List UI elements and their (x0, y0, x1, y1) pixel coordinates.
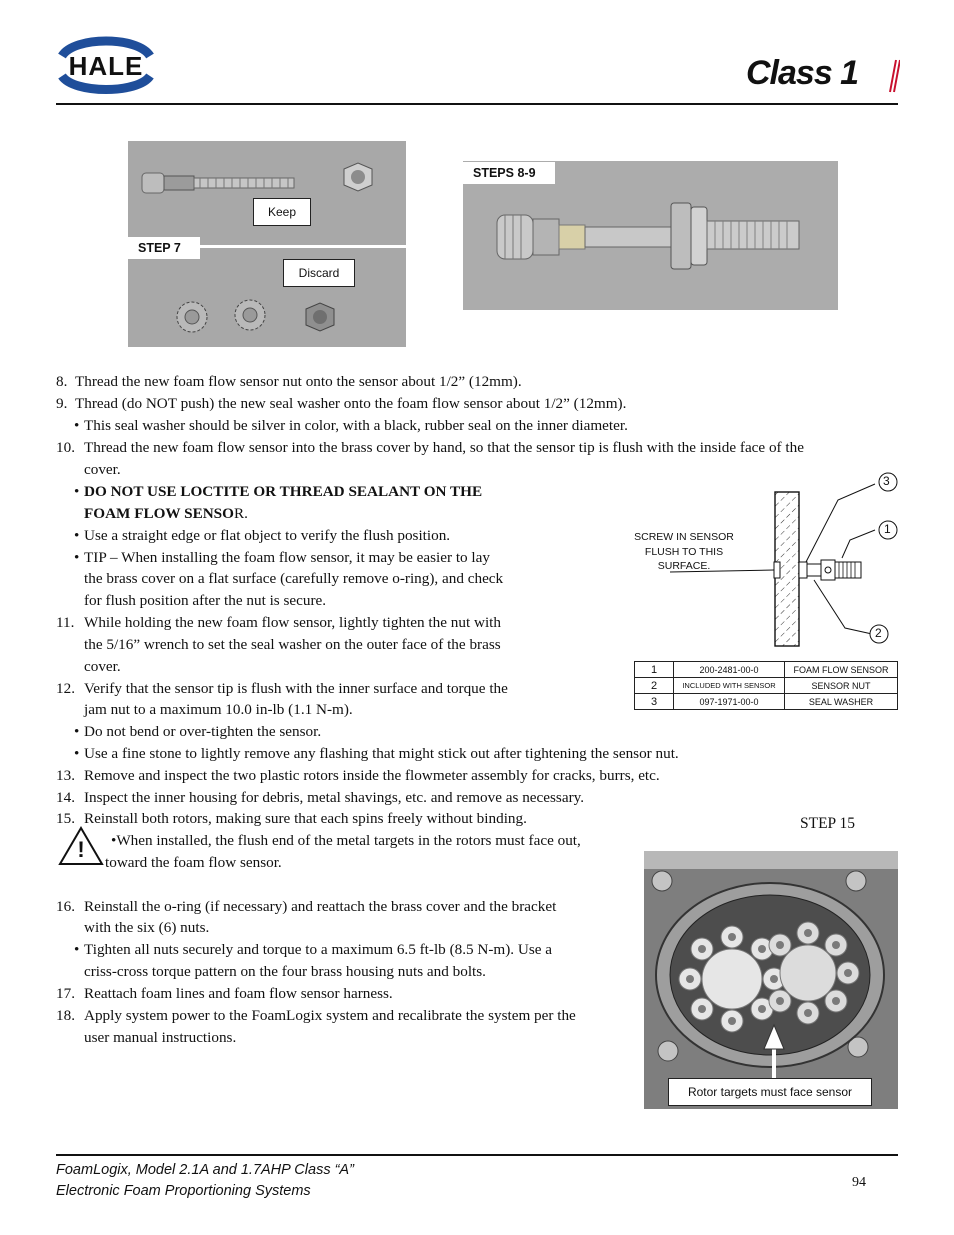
warning-line1: •When installed, the flush end of the metal targets in the rotors must face out, (111, 832, 581, 849)
keep-label: Keep (267, 205, 297, 219)
callout-2: 2 (875, 626, 882, 640)
warning-loctite-line2 (84, 505, 248, 523)
part-num: 2 (635, 678, 674, 694)
step-number: 12. (56, 680, 75, 697)
step-11-line2: the 5/16” wrench to set the seal washer on the outer face of the brass (84, 636, 501, 653)
step-number: 16. (56, 898, 75, 915)
bullet: • (74, 483, 80, 500)
bullet: • (74, 549, 80, 566)
step-16-bullet-line1: Tighten all nuts securely and torque to a maximum 6.5 ft-lb (8.5 N-m). Use a (84, 941, 553, 958)
part-desc: FOAM FLOW SENSOR (785, 662, 898, 678)
hale-logo-text: HALE (68, 51, 144, 81)
step-9-text: Thread (do NOT push) the new seal washer onto the foam flow sensor about 1/2” (12mm). (75, 395, 627, 412)
hale-logo (56, 34, 156, 96)
step7-photo (128, 141, 406, 347)
class1-logo-text: Class 1 (746, 54, 859, 92)
step-9-bullet: This seal washer should be silver in color, with a black, rubber seal on the inner diameter. (84, 417, 628, 434)
header-rule (56, 103, 898, 105)
tip-line2: the brass cover on a flat surface (carefully remove o-ring), and check (84, 570, 504, 587)
step-12-line2: jam nut to a maximum 10.0 in-lb (1.1 N-m). (84, 701, 353, 718)
step-number: 11. (56, 614, 75, 631)
bullet: • (74, 417, 80, 434)
step-number: 17. (56, 985, 75, 1002)
step15-photo (644, 851, 898, 1109)
step-12-bullet1: Do not bend or over-tighten the sensor. (84, 723, 322, 740)
steps89-tag: STEPS 8-9 (463, 162, 555, 184)
bullet: • (74, 527, 80, 544)
table-row (635, 678, 898, 694)
warning-loctite-tail: R. (233, 505, 248, 522)
keep-callout (253, 198, 311, 226)
warning-icon-symbol: ! (77, 837, 85, 862)
step-number: 8. (56, 373, 68, 390)
bullet: • (74, 745, 80, 762)
step-number: 14. (56, 789, 75, 806)
footer-line2: Electronic Foam Proportioning Systems (56, 1183, 311, 1199)
step-number: 18. (56, 1007, 75, 1024)
footer-title (56, 1160, 354, 1202)
part-num: 3 (635, 694, 674, 710)
step-16-line1: Reinstall the o-ring (if necessary) and reattach the brass cover and the bracket (84, 898, 557, 915)
step-number: 10. (56, 439, 75, 456)
step-11-line3: cover. (84, 658, 121, 675)
step-number: 13. (56, 767, 75, 784)
step-13-text: Remove and inspect the two plastic rotors inside the flowmeter assembly for cracks, burrs, etc. (84, 767, 660, 784)
step15-title: STEP 15 (800, 815, 855, 832)
step-12-line1: Verify that the sensor tip is flush with the inner surface and torque the (84, 680, 508, 697)
part-number: 200-2481-00-0 (674, 662, 785, 678)
warning-icon (58, 826, 104, 866)
warning-line2: toward the foam flow sensor. (105, 854, 282, 871)
bullet: • (74, 941, 80, 958)
callout-1: 1 (884, 522, 891, 536)
step-16-bullet-line2: criss-cross torque pattern on the four brass housing nuts and bolts. (84, 963, 486, 980)
step-18-line1: Apply system power to the FoamLogix system and recalibrate the system per the (84, 1007, 576, 1024)
rotor-caption-text: Rotor targets must face sensor (687, 1085, 853, 1099)
warning-loctite-bold: FOAM FLOW SENSO (84, 505, 234, 522)
rotor-caption (668, 1078, 872, 1106)
table-row (635, 662, 898, 678)
step-14-text: Inspect the inner housing for debris, metal shavings, etc. and remove as necessary. (84, 789, 585, 806)
step-17-text: Reattach foam lines and foam flow sensor harness. (84, 985, 393, 1002)
part-desc: SENSOR NUT (785, 678, 898, 694)
tip-line1: TIP – When installing the foam flow sensor, it may be easier to lay (84, 549, 490, 566)
callout-3: 3 (883, 474, 890, 488)
parts-table (634, 661, 898, 710)
step-10-bullet2: Use a straight edge or flat object to verify the flush position. (84, 527, 451, 544)
step-11-line1: While holding the new foam flow sensor, lightly tighten the nut with (84, 614, 501, 631)
diagram-note-line1: SCREW IN SENSOR (634, 531, 734, 543)
steps89-photo (463, 161, 838, 310)
footer-rule (56, 1154, 898, 1156)
step-8-text: Thread the new foam flow sensor nut onto the sensor about 1/2” (12mm). (75, 373, 522, 390)
sensor-diagram (630, 470, 900, 650)
footer-line1: FoamLogix, Model 2.1A and 1.7AHP Class “A” (56, 1162, 354, 1178)
diagram-note-line3: SURFACE. (657, 560, 711, 572)
step-12-bullet2: Use a fine stone to lightly remove any flashing that might stick out after tightening the sensor nut. (84, 745, 679, 762)
tip-line3: for flush position after the nut is secure. (84, 592, 327, 609)
step-15-text: Reinstall both rotors, making sure that each spins freely without binding. (84, 810, 527, 827)
step-10-line2: cover. (84, 461, 121, 478)
step-16-line2: with the six (6) nuts. (84, 919, 210, 936)
page-number: 94 (852, 1175, 866, 1190)
discard-callout (283, 259, 355, 287)
table-row (635, 694, 898, 710)
part-number: 097-1971-00-0 (674, 694, 785, 710)
part-number: INCLUDED WITH SENSOR (674, 678, 785, 694)
step-number: 15. (56, 810, 75, 827)
bullet: • (74, 723, 80, 740)
step-number: 9. (56, 395, 68, 412)
class1-logo (744, 56, 900, 96)
diagram-note-line2: FLUSH TO THIS (644, 545, 724, 558)
part-desc: SEAL WASHER (785, 694, 898, 710)
warning-loctite-line1: DO NOT USE LOCTITE OR THREAD SEALANT ON THE (84, 483, 483, 500)
step-10-line1: Thread the new foam flow sensor into the brass cover by hand, so that the sensor tip is flush with the inside face of the (84, 439, 804, 456)
diagram-note (632, 530, 736, 574)
step-18-line2: user manual instructions. (84, 1029, 237, 1046)
step7-tag: STEP 7 (128, 237, 200, 259)
part-num: 1 (635, 662, 674, 678)
discard-label: Discard (298, 266, 340, 280)
